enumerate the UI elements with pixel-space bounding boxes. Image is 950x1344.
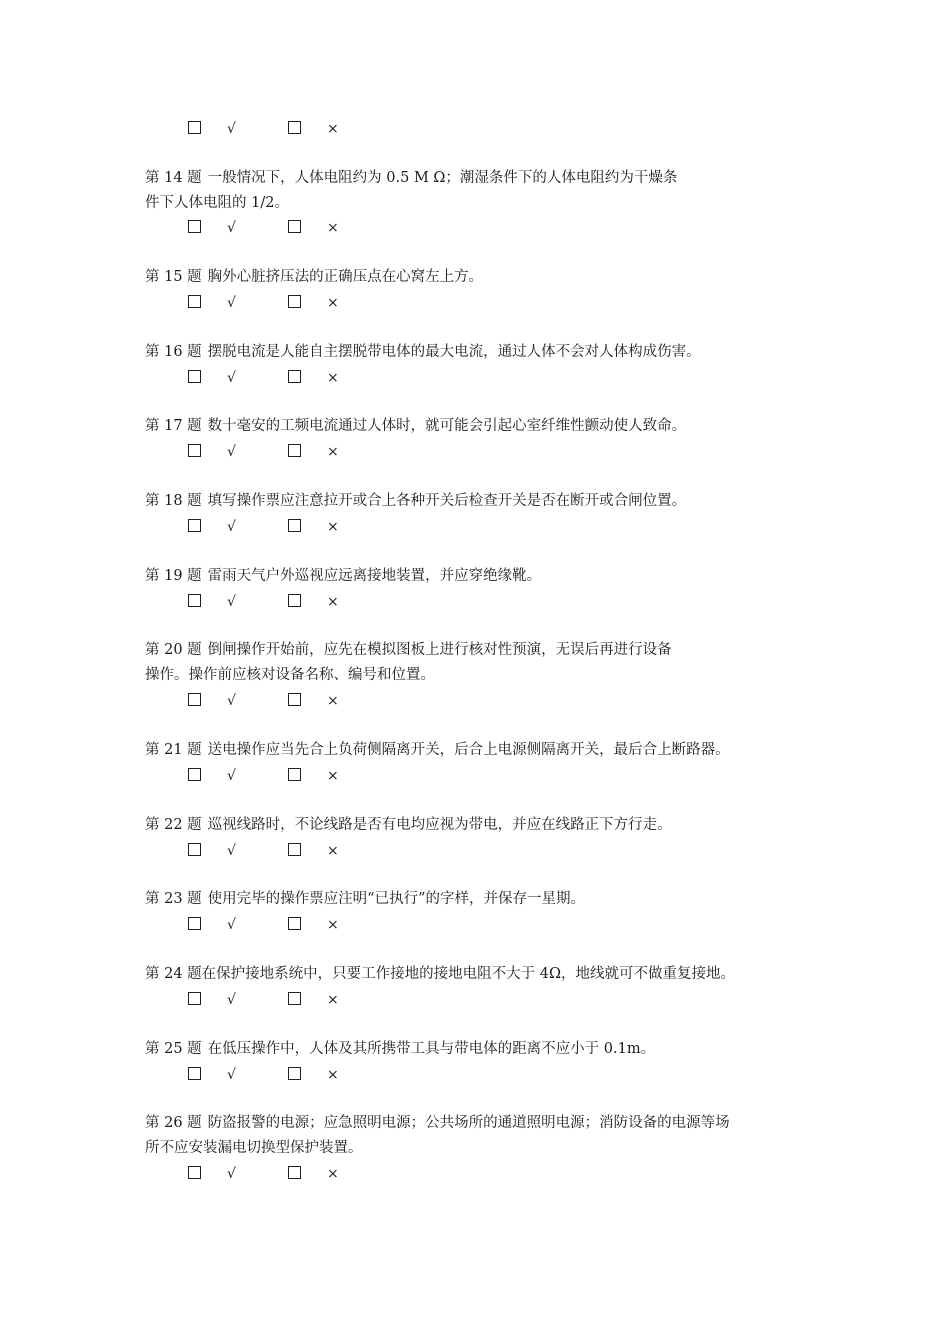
cross-mark-icon: × (327, 594, 339, 610)
question-number: 第 15 题 (145, 269, 202, 285)
option-false[interactable] (288, 914, 339, 935)
question-21 (145, 738, 815, 763)
checkbox-false[interactable] (288, 519, 301, 532)
option-true[interactable] (188, 217, 236, 238)
checkbox-true[interactable] (188, 444, 201, 457)
check-mark-icon: √ (227, 594, 236, 610)
option-false[interactable] (288, 1163, 339, 1184)
option-false[interactable] (288, 690, 339, 711)
question-22 (145, 813, 815, 838)
checkbox-true[interactable] (188, 370, 201, 383)
cross-mark-icon: × (327, 370, 339, 386)
checkbox-true[interactable] (188, 768, 201, 781)
question-text: 雷雨天气户外巡视应远离接地装置，并应穿绝缘靴。 (207, 568, 542, 584)
question-text: 摆脱电流是人能自主摆脱带电体的最大电流，通过人体不会对人体构成伤害。 (207, 344, 701, 360)
option-true[interactable] (188, 1064, 236, 1085)
checkbox-true[interactable] (188, 121, 201, 134)
check-mark-icon: √ (227, 121, 236, 137)
cross-mark-icon: × (327, 917, 339, 933)
question-text-line (145, 738, 815, 763)
checkbox-false[interactable] (288, 843, 301, 856)
option-true[interactable] (188, 367, 236, 388)
option-true[interactable] (188, 118, 236, 139)
cross-mark-icon: × (327, 693, 339, 709)
question-25 (145, 1037, 815, 1062)
option-true[interactable] (188, 690, 236, 711)
checkbox-true[interactable] (188, 1067, 201, 1080)
option-false[interactable] (288, 367, 339, 388)
question-number: 第 18 题 (145, 493, 202, 509)
question-text: 胸外心脏挤压法的正确压点在心窝左上方。 (207, 269, 484, 285)
checkbox-false[interactable] (288, 693, 301, 706)
question-text: 巡视线路时，不论线路是否有电均应视为带电，并应在线路正下方行走。 (207, 817, 672, 833)
checkbox-true[interactable] (188, 992, 201, 1005)
checkbox-true[interactable] (188, 1166, 201, 1179)
option-false[interactable] (288, 591, 339, 612)
question-number: 第 23 题 (145, 891, 202, 907)
cross-mark-icon: × (327, 519, 339, 535)
cross-mark-icon: × (327, 444, 339, 460)
question-text-line (145, 887, 815, 912)
option-true[interactable] (188, 441, 236, 462)
checkbox-false[interactable] (288, 1166, 301, 1179)
question-17 (145, 414, 815, 439)
checkbox-true[interactable] (188, 594, 201, 607)
check-mark-icon: √ (227, 1166, 236, 1182)
question-text: 送电操作应当先合上负荷侧隔离开关，后合上电源侧隔离开关，最后合上断路器。 (207, 742, 730, 758)
checkbox-true[interactable] (188, 843, 201, 856)
question-number: 第 20 题 (145, 642, 202, 658)
cross-mark-icon: × (327, 992, 339, 1008)
option-false[interactable] (288, 292, 339, 313)
option-false[interactable] (288, 840, 339, 861)
check-mark-icon: √ (227, 220, 236, 236)
option-false[interactable] (288, 1064, 339, 1085)
cross-mark-icon: × (327, 1166, 339, 1182)
question-text-line: 操作。操作前应核对设备名称、编号和位置。 (145, 667, 435, 683)
check-mark-icon: √ (227, 1067, 236, 1083)
question-text: 数十毫安的工频电流通过人体时，就可能会引起心室纤维性颤动使人致命。 (207, 418, 687, 434)
option-true[interactable] (188, 516, 236, 537)
option-false[interactable] (288, 765, 339, 786)
checkbox-false[interactable] (288, 1067, 301, 1080)
question-number: 第 14 题 (145, 170, 202, 186)
question-number: 第 21 题 (145, 742, 202, 758)
checkbox-false[interactable] (288, 220, 301, 233)
option-false[interactable] (288, 989, 339, 1010)
question-text-line (145, 638, 815, 663)
check-mark-icon: √ (227, 768, 236, 784)
checkbox-false[interactable] (288, 594, 301, 607)
check-mark-icon: √ (227, 370, 236, 386)
option-false[interactable] (288, 441, 339, 462)
check-mark-icon: √ (227, 843, 236, 859)
check-mark-icon: √ (227, 295, 236, 311)
checkbox-true[interactable] (188, 519, 201, 532)
option-false[interactable] (288, 118, 339, 139)
option-true[interactable] (188, 989, 236, 1010)
checkbox-false[interactable] (288, 370, 301, 383)
checkbox-false[interactable] (288, 768, 301, 781)
option-true[interactable] (188, 840, 236, 861)
cross-mark-icon: × (327, 295, 339, 311)
question-text: 填写操作票应注意拉开或合上各种开关后检查开关是否在断开或合闸位置。 (207, 493, 687, 509)
question-24 (145, 962, 815, 987)
question-15 (145, 265, 815, 290)
option-true[interactable] (188, 1163, 236, 1184)
question-14 (145, 166, 815, 216)
checkbox-true[interactable] (188, 693, 201, 706)
option-true[interactable] (188, 591, 236, 612)
question-text-line (145, 813, 815, 838)
question-number: 第 26 题 (145, 1115, 202, 1131)
question-text: 倒闸操作开始前，应先在模拟图板上进行核对性预演，无误后再进行设备 (207, 642, 672, 658)
question-number: 第 19 题 (145, 568, 202, 584)
cross-mark-icon: × (327, 843, 339, 859)
question-19 (145, 564, 815, 589)
cross-mark-icon: × (327, 121, 339, 137)
question-text-line (145, 265, 815, 290)
check-mark-icon: √ (227, 917, 236, 933)
question-text: 使用完毕的操作票应注明“已执行”的字样，并保存一星期。 (207, 891, 585, 907)
question-text-line (145, 166, 815, 191)
checkbox-false[interactable] (288, 917, 301, 930)
checkbox-false[interactable] (288, 295, 301, 308)
question-text: 在保护接地系统中，只要工作接地的接地电阻不大于 4Ω，地线就可不做重复接地。 (201, 966, 736, 982)
question-text-line (145, 489, 815, 514)
question-text: 一般情况下，人体电阻约为 0.5 M Ω；潮湿条件下的人体电阻约为干燥条 (207, 170, 678, 186)
question-text-line (145, 564, 815, 589)
check-mark-icon: √ (227, 519, 236, 535)
cross-mark-icon: × (327, 220, 339, 236)
checkbox-true[interactable] (188, 295, 201, 308)
question-text-line (145, 962, 815, 987)
question-text-line: 件下人体电阻的 1/2。 (145, 195, 289, 211)
question-number: 第 16 题 (145, 344, 202, 360)
checkbox-true[interactable] (188, 220, 201, 233)
checkbox-false[interactable] (288, 992, 301, 1005)
check-mark-icon: √ (227, 444, 236, 460)
question-text-line (145, 1037, 815, 1062)
option-true[interactable] (188, 765, 236, 786)
check-mark-icon: √ (227, 992, 236, 1008)
option-true[interactable] (188, 292, 236, 313)
cross-mark-icon: × (327, 768, 339, 784)
question-26 (145, 1111, 815, 1161)
option-false[interactable] (288, 217, 339, 238)
question-18 (145, 489, 815, 514)
question-number: 第 25 题 (145, 1041, 202, 1057)
question-text-line: 所不应安装漏电切换型保护装置。 (145, 1140, 363, 1156)
question-text-line (145, 414, 815, 439)
cross-mark-icon: × (327, 1067, 339, 1083)
checkbox-true[interactable] (188, 917, 201, 930)
check-mark-icon: √ (227, 693, 236, 709)
question-text-line (145, 340, 815, 365)
question-text-line (145, 1111, 815, 1136)
question-number: 第 22 题 (145, 817, 202, 833)
question-text: 防盗报警的电源；应急照明电源；公共场所的通道照明电源；消防设备的电源等场 (207, 1115, 730, 1131)
question-text: 在低压操作中，人体及其所携带工具与带电体的距离不应小于 0.1m。 (207, 1041, 656, 1057)
question-number: 第 24 题 (145, 966, 202, 982)
checkbox-false[interactable] (288, 121, 301, 134)
question-20 (145, 638, 815, 688)
checkbox-false[interactable] (288, 444, 301, 457)
question-23 (145, 887, 815, 912)
option-true[interactable] (188, 914, 236, 935)
option-false[interactable] (288, 516, 339, 537)
question-number: 第 17 题 (145, 418, 202, 434)
question-16 (145, 340, 815, 365)
